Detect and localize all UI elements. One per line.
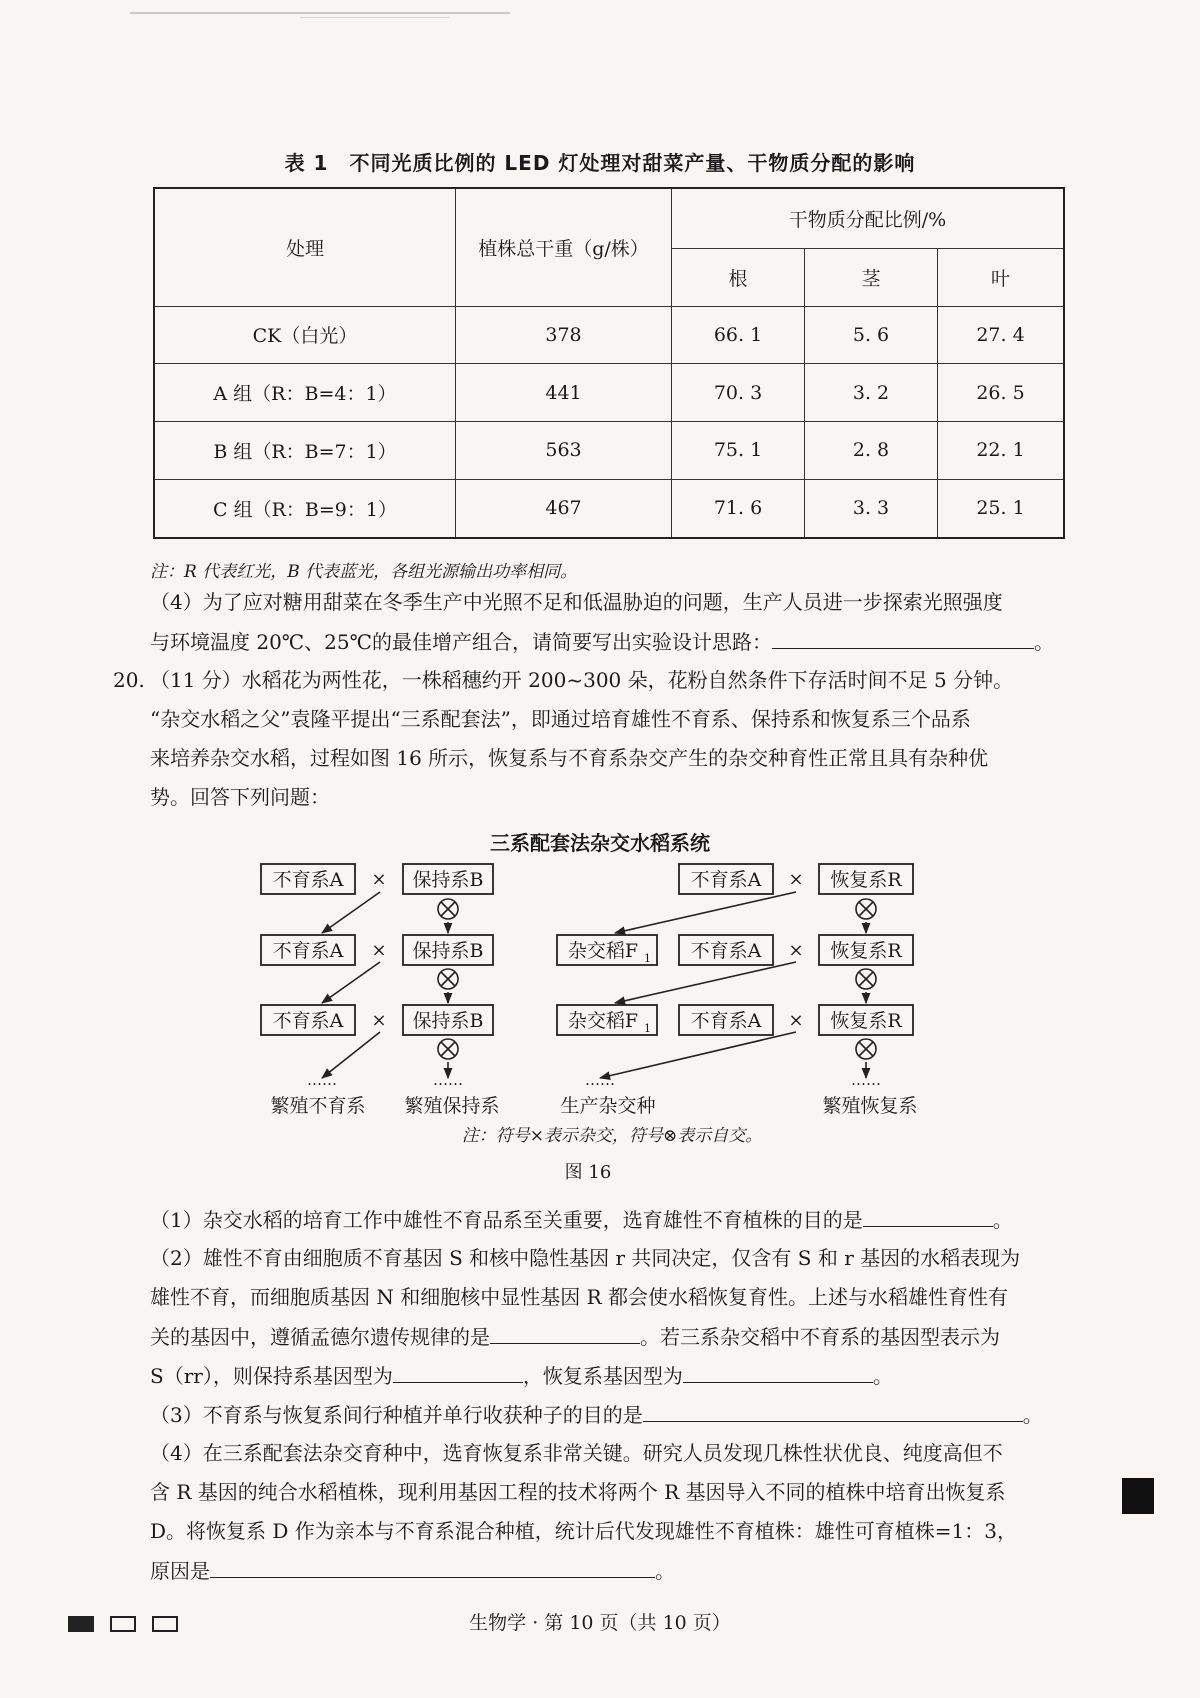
table-row (154, 306, 1064, 364)
cross-symbol: × (371, 940, 387, 961)
scan-artifact (130, 12, 510, 14)
output-maintainer: 繁殖保持系 (404, 1095, 500, 1117)
q20-1-text: （1）杂交水稻的培育工作中雄性不育品系至关重要，选育雄性不育植株的目的是 (150, 1208, 863, 1232)
cell-stem: 5. 6 (805, 306, 938, 364)
label-restorer-r: 恢复系R (830, 940, 902, 962)
output-restorer: 繁殖恢复系 (822, 1095, 918, 1117)
dots: …… (851, 1071, 881, 1089)
cell-treatment: C 组（R：B=9：1） (154, 479, 456, 538)
q19-4-line2 (150, 622, 1054, 661)
table-row (154, 364, 1064, 422)
cell-weight: 467 (456, 479, 672, 538)
q20-line3: 来培养杂交水稻，过程如图 16 所示，恢复系与不育系杂交产生的杂交种育性正常且具有杂种优 (150, 746, 989, 770)
cell-root: 70. 3 (672, 364, 805, 422)
label-sterile-a: 不育系A (272, 940, 344, 962)
answer-blank[interactable] (490, 1317, 640, 1344)
table-row (154, 421, 1064, 479)
cell-treatment: CK（白光） (154, 306, 456, 364)
q20-line1: （11 分）水稻花为两性花，一株稻穗约开 200~300 朵，花粉自然条件下存活时间不足 5 分钟。 (150, 668, 1014, 692)
cell-weight: 563 (456, 421, 672, 479)
q19-4-line1: （4）为了应对糖用甜菜在冬季生产中光照不足和低温胁迫的问题，生产人员进一步探索光照强度 (150, 590, 1003, 614)
self-cross-icon (856, 969, 876, 989)
header-distribution: 干物质分配比例/% (672, 188, 1065, 248)
label-sterile-a: 不育系A (272, 1010, 344, 1032)
figure-label: 图 16 (564, 1162, 612, 1180)
answer-blank[interactable] (210, 1551, 655, 1578)
registration-mark (1122, 1478, 1154, 1514)
q20-2-line3a: 关的基因中，遵循孟德尔遗传规律的是 (150, 1325, 490, 1349)
answer-blank[interactable] (393, 1356, 523, 1383)
page-footer: 生物学 · 第 10 页（共 10 页） (469, 1612, 731, 1634)
label-maintainer-b: 保持系B (412, 869, 484, 891)
q20-2-line3b: 。若三系杂交稻中不育系的基因型表示为 (640, 1325, 1000, 1349)
self-cross-icon (438, 969, 458, 989)
label-maintainer-b: 保持系B (412, 1010, 484, 1032)
cell-treatment: A 组（R：B=4：1） (154, 364, 456, 422)
period: 。 (1022, 1403, 1043, 1427)
cross-symbol: × (788, 869, 804, 890)
period: 。 (655, 1559, 675, 1583)
diagram-title: 三系配套法杂交水稻系统 (490, 831, 710, 855)
q20-4-line1: （4）在三系配套法杂交育种中，选育恢复系非常关键。研究人员发现几株性状优良、纯度高但不 (150, 1441, 1003, 1465)
cell-leaf: 25. 1 (938, 479, 1065, 538)
cross-symbol: × (371, 1010, 387, 1031)
cell-stem: 2. 8 (805, 421, 938, 479)
q20-line4: 势。回答下列问题： (150, 785, 330, 809)
three-line-diagram (0, 850, 1200, 1180)
answer-blank[interactable] (772, 622, 1034, 649)
period: 。 (1034, 630, 1055, 654)
cross-symbol: × (788, 1010, 804, 1031)
period: 。 (992, 1208, 1013, 1232)
dots: …… (433, 1071, 463, 1089)
table-note: 注：R 代表红光，B 代表蓝光，各组光源输出功率相同。 (150, 562, 578, 582)
cell-treatment: B 组（R：B=7：1） (154, 421, 456, 479)
period: 。 (872, 1364, 893, 1388)
answer-blank[interactable] (863, 1200, 993, 1227)
q20-4-line4 (150, 1551, 675, 1590)
label-hybrid-f1: 杂交稻F (567, 940, 639, 962)
q20-2-line3 (150, 1317, 1000, 1356)
q20-2-line4b: ，恢复系基因型为 (522, 1364, 683, 1388)
q20-2-line4 (150, 1356, 893, 1395)
cell-root: 66. 1 (672, 306, 805, 364)
self-cross-icon (438, 1039, 458, 1059)
cell-weight: 378 (456, 306, 672, 364)
label-sterile-a: 不育系A (690, 940, 762, 962)
scan-artifact (300, 17, 450, 18)
self-cross-icon (856, 899, 876, 919)
subscript-1: 1 (644, 1022, 651, 1035)
question-number: 20. (113, 668, 145, 692)
label-maintainer-b: 保持系B (412, 940, 484, 962)
table-row (154, 479, 1064, 538)
answer-blank[interactable] (683, 1356, 873, 1383)
header-treatment: 处理 (154, 188, 456, 306)
self-cross-icon (856, 1039, 876, 1059)
label-sterile-a: 不育系A (690, 869, 762, 891)
q20-4-line3: D。将恢复系 D 作为亲本与不育系混合种植，统计后代发现雄性不育植株：雄性可育植株=1：3， (150, 1519, 1017, 1543)
answer-blank[interactable] (643, 1395, 1023, 1422)
self-cross-icon (438, 899, 458, 919)
dots: …… (585, 1071, 615, 1089)
subscript-1: 1 (644, 952, 651, 965)
output-sterile: 繁殖不育系 (270, 1095, 366, 1117)
cell-leaf: 27. 4 (938, 306, 1065, 364)
q20-2-line4a: S（rr），则保持系基因型为 (150, 1364, 393, 1388)
dots: …… (307, 1071, 337, 1089)
label-restorer-r: 恢复系R (830, 869, 902, 891)
q20-2-line1: （2）雄性不育由细胞质不育基因 S 和核中隐性基因 r 共同决定，仅含有 S 和 r 基因的水稻表现为 (150, 1246, 1021, 1270)
diagram-note: 注：符号×表示杂交，符号⊗表示自交。 (461, 1126, 763, 1146)
q20-4-line4-text: 原因是 (150, 1559, 210, 1583)
cross-symbol: × (788, 940, 804, 961)
header-stem: 茎 (805, 248, 938, 306)
label-hybrid-f1: 杂交稻F (567, 1010, 639, 1032)
cell-stem: 3. 3 (805, 479, 938, 538)
cell-stem: 3. 2 (805, 364, 938, 422)
output-hybrid: 生产杂交种 (560, 1095, 656, 1117)
header-weight: 植株总干重（g/株） (456, 188, 672, 306)
q20-1 (150, 1200, 1013, 1239)
q20-4-line2: 含 R 基因的纯合水稻植株，现利用基因工程的技术将两个 R 基因导入不同的植株中培育出恢复系 (150, 1480, 1006, 1504)
label-sterile-a: 不育系A (690, 1010, 762, 1032)
data-table (153, 187, 1065, 539)
table-title: 表 1 不同光质比例的 LED 灯处理对甜菜产量、干物质分配的影响 (284, 151, 916, 175)
cell-weight: 441 (456, 364, 672, 422)
header-leaf: 叶 (938, 248, 1065, 306)
cell-leaf: 22. 1 (938, 421, 1065, 479)
q20-line2: “杂交水稻之父”袁隆平提出“三系配套法”，即通过培育雄性不育系、保持系和恢复系三个品系 (150, 707, 971, 731)
q20-2-line2: 雄性不育，而细胞质基因 N 和细胞核中显性基因 R 都会使水稻恢复育性。上述与水稻雄性育性有 (150, 1285, 1008, 1309)
q20-3 (150, 1395, 1043, 1434)
cross-symbol: × (371, 869, 387, 890)
q20-3-text: （3）不育系与恢复系间行种植并单行收获种子的目的是 (150, 1403, 643, 1427)
cell-leaf: 26. 5 (938, 364, 1065, 422)
header-root: 根 (672, 248, 805, 306)
cell-root: 75. 1 (672, 421, 805, 479)
cell-root: 71. 6 (672, 479, 805, 538)
label-sterile-a: 不育系A (272, 869, 344, 891)
label-restorer-r: 恢复系R (830, 1010, 902, 1032)
q19-4-line2-text: 与环境温度 20℃、25℃的最佳增产组合，请简要写出实验设计思路： (150, 630, 773, 654)
